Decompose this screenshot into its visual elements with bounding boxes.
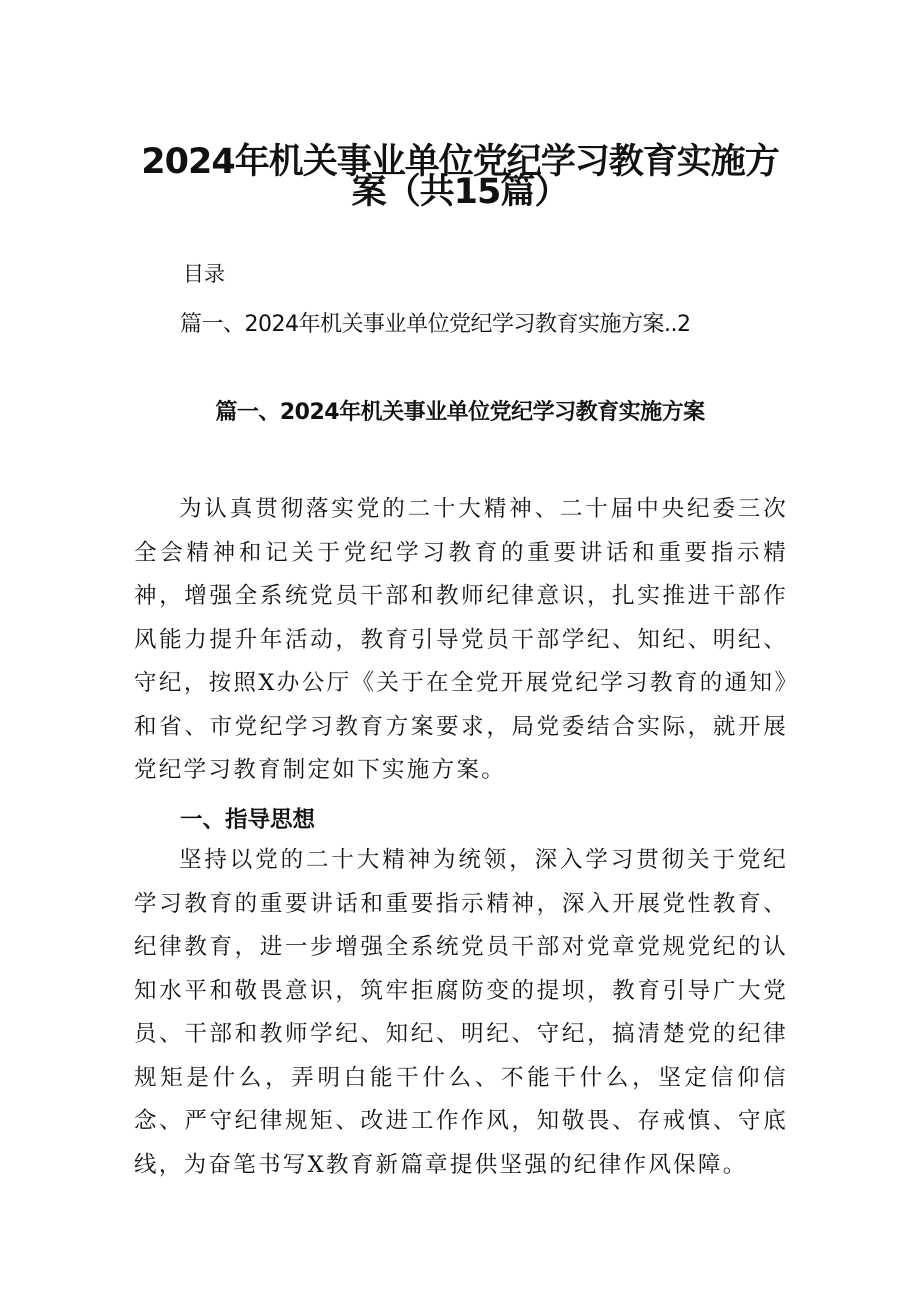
subheading-guiding-ideology: 一、指导思想 [180,807,316,833]
body-paragraph: 坚持以党的二十大精神为统领，深入学习贯彻关于党纪学习教育的重要讲话和重要指示精神，深入开展党性教育、纪律教育，进一步增强全系统党员干部对党章党规党纪的认知水平和敬畏意识，筑牢拒腐防变的提坝，教育引导广大党员、干部和教师学纪、知纪、明纪、守纪，搞清楚党的纪律规矩是什么，弄明白能干什么、不能干什么，坚定信仰信念、严守纪律规矩、改进工作作风，知敬畏、存戒慎、守底线，为奋笔书写X教育新篇章提供坚强的纪律作风保障。 [134,847,788,1178]
body-paragraph: 为认真贯彻落实党的二十大精神、二十届中央纪委三次全会精神和记关于党纪学习教育的重要讲话和重要指示精神，增强全系统党员干部和教师纪律意识，扎实推进干部作风能力提升年活动，教育引导党员干部学纪、知纪、明纪、守纪，按照X办公厅《关于在全党开展党纪学习教育的通知》和省、市党纪学习教育方案要求，局党委结合实际，就开展党纪学习教育制定如下实施方案。 [134,496,788,783]
document-title-line-2: 案（共15篇） [351,172,569,212]
toc-entry: 篇一、2024年机关事业单位党纪学习教育实施方案..2 [180,312,691,337]
document-title-line-1: 2024年机关事业单位党纪学习教育实施方 [141,142,779,182]
section-heading: 篇一、2024年机关事业单位党纪学习教育实施方案 [215,400,705,425]
toc-label: 目录 [183,262,225,286]
